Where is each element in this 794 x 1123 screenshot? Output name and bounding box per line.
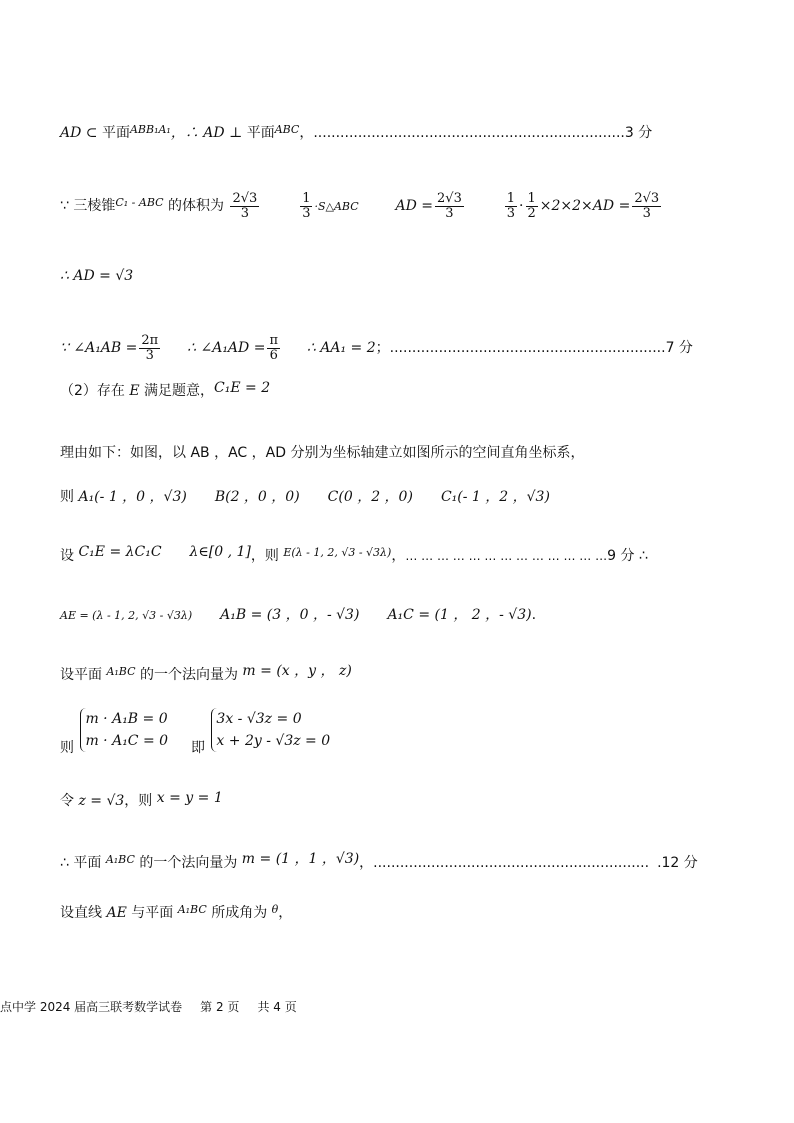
math: AE = (λ - 1, 2, √3 - √3λ)	[60, 609, 193, 622]
fraction: $\frac{2√3}{3}$	[634, 191, 660, 221]
text: 所成角为	[206, 905, 272, 921]
line-3: ∴ AD = √3	[60, 268, 134, 284]
fraction: $\frac{2√3}{3}$	[232, 191, 258, 221]
text: 则	[60, 489, 79, 505]
line-14	[60, 902, 292, 922]
line-1	[60, 122, 652, 142]
math: m = (x ，y ， z)	[242, 663, 352, 679]
text: 满足题意，	[139, 383, 215, 399]
math: C₁E = 2	[214, 380, 271, 396]
math: A₁BC	[177, 903, 207, 916]
math: ·S△ABC	[314, 200, 359, 214]
text: 设平面	[60, 667, 107, 683]
text: .	[531, 607, 537, 623]
math: ×2×2×AD =	[539, 198, 631, 215]
dot-leader: ..............................................................	[389, 340, 666, 357]
text: ，	[391, 548, 406, 564]
math: AE	[106, 905, 127, 921]
math: B(2 ，0 ，0)	[214, 489, 300, 505]
math: A₁C = (1 ， 2 ，- √3)	[387, 607, 532, 623]
score: .12 分	[657, 855, 698, 871]
math: E(λ - 1, 2, √3 - √3λ)	[283, 546, 392, 559]
text: ∴ 平面	[60, 855, 106, 871]
math: C(0 ，2 ，0)	[327, 489, 413, 505]
math: x = y = 1	[156, 790, 223, 806]
math: AD ⊂	[60, 125, 102, 141]
footer-school: 点中学 2024 届高三联考数学试卷	[0, 1000, 183, 1014]
footer-page: 第 2 页	[200, 1000, 240, 1014]
dot-leader: ......................................................................	[313, 125, 625, 141]
math: A₁BC	[106, 665, 136, 678]
math: ∵ ∠A₁AB =	[60, 340, 138, 357]
math: z = √3	[78, 793, 125, 809]
text: 设直线	[60, 905, 107, 921]
dot-leader: … … … … … … … … … … … … …	[405, 549, 608, 563]
math: ∴ ∠A₁AD =	[187, 340, 266, 357]
math: ABB₁A₁	[129, 123, 171, 136]
fraction: $\frac{2\pi}{3}$	[141, 333, 159, 363]
math: C₁(- 1 ，2 ，√3)	[440, 489, 550, 505]
line-5	[60, 380, 270, 400]
dot-leader: ..............................................................	[373, 855, 650, 871]
text: （2）存在	[60, 383, 130, 399]
text: 的一个法向量为	[134, 855, 242, 871]
line-2	[60, 192, 663, 220]
text: 即	[190, 740, 205, 756]
score: 3 分	[624, 125, 653, 141]
math: E	[129, 383, 140, 399]
line-13	[60, 848, 698, 872]
math: θ	[271, 903, 279, 916]
text: 平面	[101, 125, 130, 141]
math: λ∈[0 , 1]	[189, 544, 251, 560]
math: A₁BC	[105, 853, 135, 866]
math: A₁B = (3 ，0 ，- √3)	[220, 607, 360, 623]
text: 与平面	[126, 905, 178, 921]
equation-system: 3x - √3z = 0 x + 2y - √3z = 0	[211, 708, 330, 752]
text: 令	[60, 793, 79, 809]
score: 7 分	[665, 340, 693, 357]
line-12	[60, 790, 223, 810]
text: ，	[299, 125, 314, 141]
fraction: $\frac{2√3}{3}$	[437, 191, 462, 221]
fraction: $\frac{1}{3}$	[506, 191, 516, 221]
text: 平面	[246, 125, 275, 141]
footer-total: 共 4 页	[257, 1000, 297, 1014]
math: ·	[519, 198, 524, 215]
page-footer	[0, 998, 315, 1015]
math: m = (1 ，1 ，√3)	[241, 851, 360, 867]
text: ，则	[124, 793, 157, 809]
fraction: $\frac{1}{3}$	[302, 191, 311, 221]
math: ABC	[274, 123, 300, 136]
fraction: $\frac{\pi}{6}$	[269, 333, 278, 363]
fraction: $\frac{1}{2}$	[527, 191, 536, 221]
text: 的体积为	[163, 198, 229, 215]
line-6: 理由如下：如图，以 AB ，AC ，AD 分别为坐标轴建立如图所示的空间直角坐标系，	[60, 445, 585, 461]
line-11	[60, 708, 330, 757]
math: A₁(- 1 ，0 ，√3)	[78, 489, 187, 505]
line-10	[60, 660, 352, 684]
text: 的一个法向量为	[135, 667, 243, 683]
math: C₁ - ABC	[115, 196, 164, 210]
equation-system: m · A₁B = 0 m · A₁C = 0	[80, 708, 168, 752]
math: ，∴ AD ⊥	[170, 125, 247, 141]
line-4	[60, 334, 693, 362]
text: ；	[375, 340, 390, 357]
math: AD =	[395, 198, 434, 215]
text: 设	[60, 548, 79, 564]
text: ，	[278, 905, 293, 921]
text: ，	[359, 855, 374, 871]
text: ∵ 三棱锥	[60, 198, 116, 215]
line-9	[60, 604, 536, 624]
line-7	[60, 486, 550, 506]
score: 9 分 ∴	[607, 548, 648, 564]
math: ∴ AA₁ = 2	[306, 340, 376, 357]
math: C₁E = λC₁C	[78, 544, 162, 560]
line-8	[60, 544, 648, 565]
text: ，则	[250, 548, 284, 564]
text: 则	[60, 740, 74, 756]
